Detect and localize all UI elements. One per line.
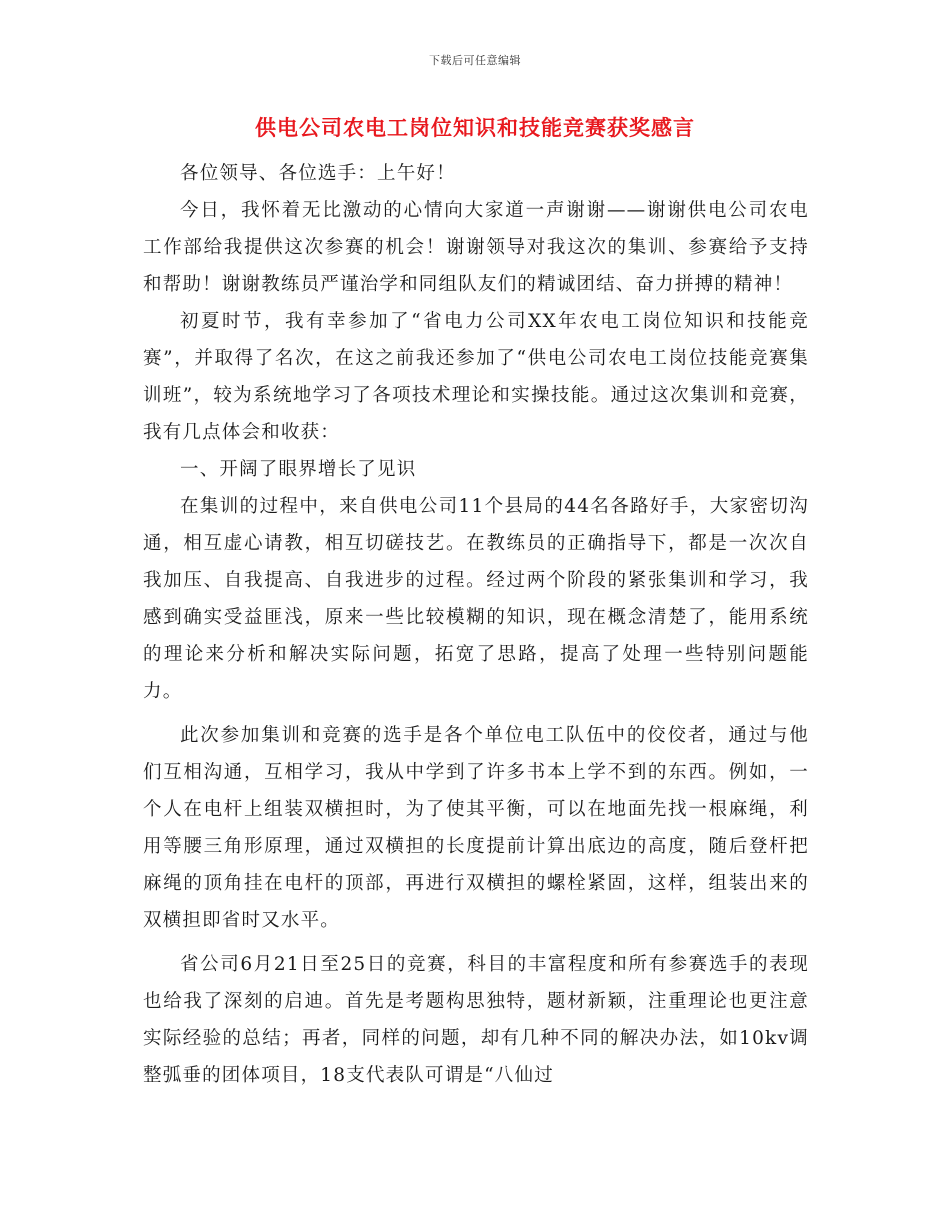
greeting-paragraph: 各位领导、各位选手：上午好！ xyxy=(180,163,456,184)
intro-paragraph: 初夏时节，我有幸参加了“省电力公司XX年农电工岗位知识和技能竞赛”，并取得了名次，在这之前我还参加了“供电公司农电工岗位技能竞赛集训班”，较为系统地学习了各项技术理论和实操技能。通过这次集训和竞赛，我有几点体会和收获： xyxy=(143,311,809,443)
peers-paragraph: 此次参加集训和竞赛的选手是各个单位电工队伍中的佼佼者，通过与他们互相沟通，互相学习，我从中学到了许多书本上学不到的东西。例如，一个人在电杆上组装双横担时，为了使其平衡，可以在地面先找一根麻绳，利用等腰三角形原理，通过双横担的长度提前计算出底边的高度，随后登杆把麻绳的顶角挂在电杆的顶部，再进行双横担的螺栓紧固，这样，组装出来的双横担即省时又水平。 xyxy=(143,725,809,931)
thanks-paragraph: 今日，我怀着无比激动的心情向大家道一声谢谢——谢谢供电公司农电工作部给我提供这次参赛的机会！谢谢领导对我这次的集训、参赛给予支持和帮助！谢谢教练员严谨治学和同组队友们的精诚团结、奋力拼搏的精神！ xyxy=(143,200,809,295)
document-title: 供电公司农电工岗位知识和技能竞赛获奖感言 xyxy=(255,115,695,140)
section-heading-1: 一、开阔了眼界增长了见识 xyxy=(180,459,417,480)
document-body xyxy=(143,155,809,1094)
download-note: 下载后可任意编辑 xyxy=(429,54,521,67)
competition-paragraph: 省公司6月21日至25日的竞赛，科目的丰富程度和所有参赛选手的表现也给我了深刻的启迪。首先是考题构思独特，题材新颖，注重理论也更注意实际经验的总结；再者，同样的问题，却有几种不同的解决办法，如10kv调整弧垂的团体项目，18支代表队可谓是“八仙过 xyxy=(143,954,809,1086)
training-paragraph: 在集训的过程中，来自供电公司11个县局的44名各路好手，大家密切沟通，相互虚心请教，相互切磋技艺。在教练员的正确指导下，都是一次次自我加压、自我提高、自我进步的过程。经过两个阶段的紧张集训和学习，我感到确实受益匪浅，原来一些比较模糊的知识，现在概念清楚了，能用系统的理论来分析和解决实际问题，拓宽了思路，提高了处理一些特别问题能力。 xyxy=(143,496,809,702)
